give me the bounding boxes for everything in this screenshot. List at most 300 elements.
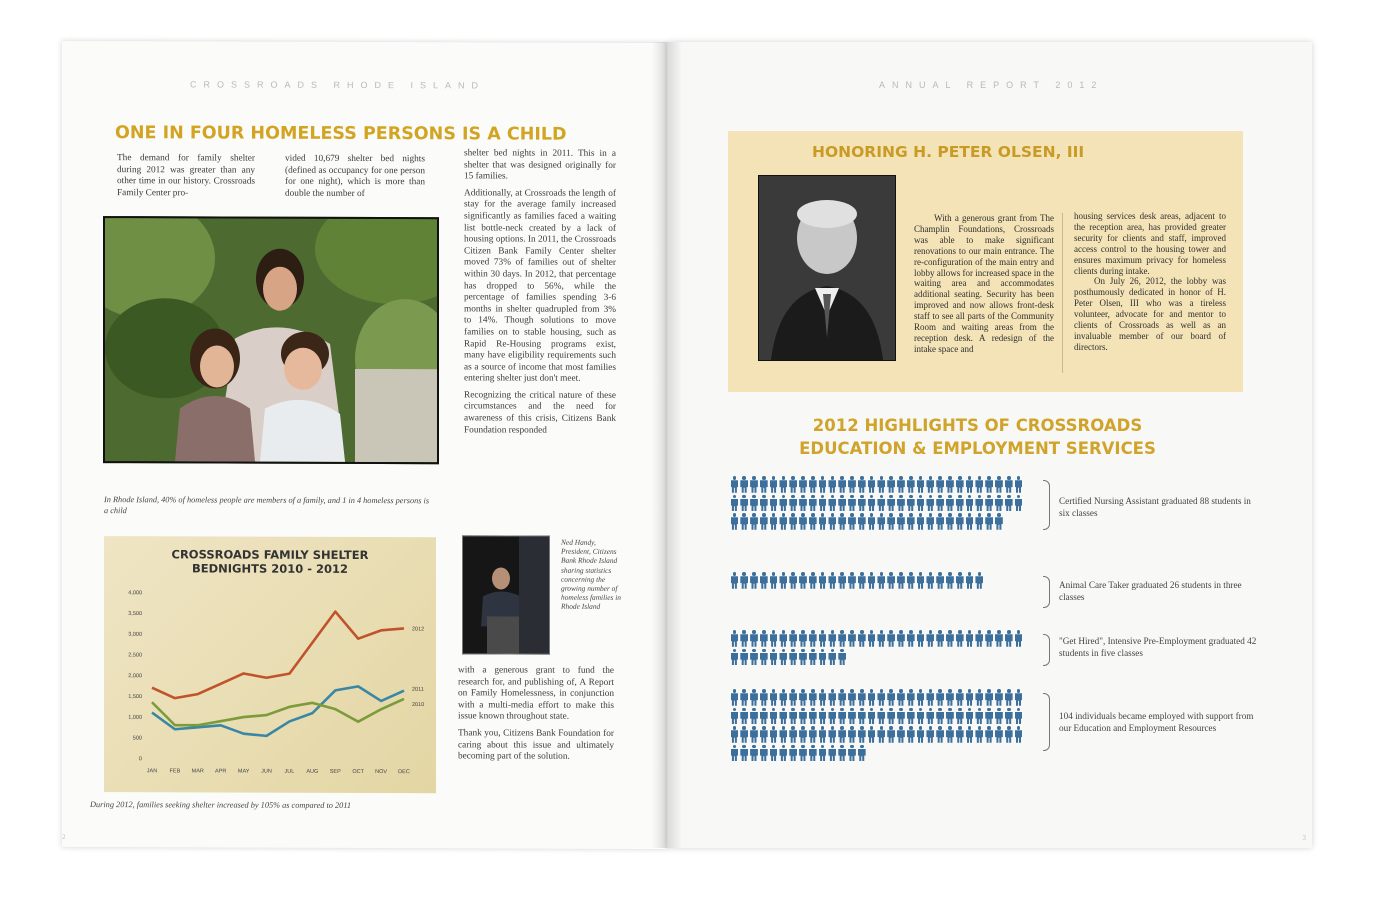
person-icon <box>828 708 837 725</box>
person-icon <box>867 513 876 530</box>
person-icon <box>985 708 994 725</box>
person-icon <box>857 495 866 512</box>
person-icon <box>867 726 876 743</box>
person-icon <box>1014 726 1023 743</box>
person-icon <box>808 513 817 530</box>
person-icon <box>818 745 827 762</box>
stat-brace <box>1043 693 1050 751</box>
person-icon <box>946 476 955 493</box>
series-label-2012: 2012 <box>412 626 425 633</box>
person-icon <box>779 513 788 530</box>
person-icon <box>867 708 876 725</box>
person-icon <box>985 726 994 743</box>
person-icon <box>926 513 935 530</box>
running-head-left: CROSSROADS RHODE ISLAND <box>190 79 486 91</box>
person-icon <box>848 495 857 512</box>
person-icon <box>877 513 886 530</box>
people-icon-row <box>730 572 984 589</box>
chart-title <box>104 548 436 576</box>
person-icon <box>818 708 827 725</box>
person-icon <box>740 476 749 493</box>
stat-brace <box>1043 480 1050 530</box>
person-icon <box>769 630 778 647</box>
person-icon <box>975 630 984 647</box>
person-icon <box>848 726 857 743</box>
person-icon <box>808 495 817 512</box>
person-icon <box>808 708 817 725</box>
right-page <box>667 42 1312 848</box>
person-icon <box>955 726 964 743</box>
shelter-bednights-chart <box>104 536 436 793</box>
person-icon <box>828 476 837 493</box>
highlights-headline-line-2: EDUCATION & EMPLOYMENT SERVICES <box>799 439 1156 458</box>
series-label-2011: 2011 <box>412 686 424 693</box>
person-icon <box>848 513 857 530</box>
person-icon <box>867 476 876 493</box>
person-icon <box>857 708 866 725</box>
x-tick-label: NOV <box>375 769 388 776</box>
person-icon <box>799 513 808 530</box>
people-icon-row <box>730 476 1023 493</box>
person-icon <box>750 649 759 666</box>
person-icon <box>906 726 915 743</box>
person-icon <box>808 630 817 647</box>
person-icon <box>838 513 847 530</box>
y-tick-label: 4,000 <box>128 590 142 597</box>
person-icon <box>848 572 857 589</box>
person-icon <box>965 726 974 743</box>
person-icon <box>897 726 906 743</box>
person-icon <box>1004 476 1013 493</box>
person-icon <box>759 630 768 647</box>
person-icon <box>1004 708 1013 725</box>
person-icon <box>926 708 935 725</box>
person-icon <box>887 476 896 493</box>
y-tick-label: 1,500 <box>128 693 142 700</box>
person-icon <box>995 513 1004 530</box>
series-line-2010 <box>152 698 404 726</box>
person-icon <box>759 513 768 530</box>
left-page <box>62 41 667 849</box>
col3-paragraph-3: Recognizing the critical nature of these circumstances and the need for awareness of this crisis, Citizens Bank Foundation responded <box>464 390 616 436</box>
person-icon <box>1004 689 1013 706</box>
stat-text: "Get Hired", Intensive Pre-Employment graduated 42 students in five classes <box>1059 636 1257 658</box>
person-icon <box>750 495 759 512</box>
person-icon <box>740 495 749 512</box>
chart-title-line-1: CROSSROADS FAMILY SHELTER <box>171 547 369 563</box>
person-icon <box>730 745 739 762</box>
person-icon <box>897 495 906 512</box>
person-icon <box>838 745 847 762</box>
person-icon <box>1004 630 1013 647</box>
person-icon <box>936 708 945 725</box>
person-icon <box>750 513 759 530</box>
person-icon <box>965 630 974 647</box>
family-photo <box>103 216 439 464</box>
person-icon <box>730 572 739 589</box>
person-icon <box>750 708 759 725</box>
person-icon <box>769 572 778 589</box>
person-icon <box>926 689 935 706</box>
person-icon <box>985 630 994 647</box>
book-gutter <box>652 42 682 848</box>
person-icon <box>965 708 974 725</box>
person-icon <box>759 649 768 666</box>
person-icon <box>857 726 866 743</box>
person-icon <box>916 726 925 743</box>
person-icon <box>936 689 945 706</box>
person-icon <box>769 745 778 762</box>
person-icon <box>828 745 837 762</box>
person-icon <box>936 572 945 589</box>
x-tick-label: JUL <box>284 768 295 775</box>
people-icon-row <box>730 689 1023 706</box>
person-icon <box>916 708 925 725</box>
person-icon <box>808 689 817 706</box>
person-icon <box>965 476 974 493</box>
person-icon <box>946 495 955 512</box>
person-icon <box>985 513 994 530</box>
person-icon <box>926 495 935 512</box>
person-icon <box>818 630 827 647</box>
person-icon <box>848 630 857 647</box>
person-icon <box>877 572 886 589</box>
person-icon <box>887 630 896 647</box>
people-icon-row <box>730 630 1023 647</box>
person-icon <box>740 726 749 743</box>
person-icon <box>838 476 847 493</box>
x-tick-label: AUG <box>306 768 319 775</box>
family-photo-image <box>105 218 437 462</box>
people-icon-row <box>730 745 866 762</box>
person-icon <box>946 513 955 530</box>
person-icon <box>779 572 788 589</box>
person-icon <box>916 630 925 647</box>
person-icon <box>759 689 768 706</box>
person-icon <box>887 708 896 725</box>
person-icon <box>955 513 964 530</box>
people-icon-row <box>730 513 1003 530</box>
person-icon <box>769 649 778 666</box>
person-icon <box>769 476 778 493</box>
person-icon <box>730 495 739 512</box>
person-icon <box>789 495 798 512</box>
person-icon <box>897 513 906 530</box>
person-icon <box>877 726 886 743</box>
person-icon <box>789 630 798 647</box>
honor-column-divider <box>1062 213 1063 373</box>
person-icon <box>955 495 964 512</box>
person-icon <box>808 726 817 743</box>
person-icon <box>750 476 759 493</box>
chart-title-line-2: BEDNIGHTS 2010 - 2012 <box>191 560 349 576</box>
person-icon <box>936 726 945 743</box>
body-column-3-continued <box>458 665 614 768</box>
person-icon <box>995 689 1004 706</box>
person-icon <box>1014 708 1023 725</box>
person-icon <box>936 630 945 647</box>
person-icon <box>848 708 857 725</box>
person-icon <box>759 495 768 512</box>
people-icon-row <box>730 649 847 666</box>
x-tick-label: DEC <box>398 769 410 776</box>
person-icon <box>897 689 906 706</box>
person-icon <box>740 745 749 762</box>
person-icon <box>730 630 739 647</box>
person-icon <box>789 572 798 589</box>
person-icon <box>1014 630 1023 647</box>
person-icon <box>1004 495 1013 512</box>
person-icon <box>1014 689 1023 706</box>
person-icon <box>838 630 847 647</box>
person-icon <box>769 495 778 512</box>
honor-text-2: housing services desk areas, adjacent to the reception area, has provided greater security for clients and staff, improved access control to the housing tower and ensures maximum privacy for homeless clients during intake. <box>1074 211 1226 276</box>
body-column-3 <box>464 148 616 442</box>
person-icon <box>906 495 915 512</box>
person-icon <box>906 708 915 725</box>
y-tick-label: 2,500 <box>128 652 142 659</box>
col3-paragraph-5: Thank you, Citizens Bank Foundation for caring about this issue and ultimately becoming part of the solution. <box>458 728 614 762</box>
person-icon <box>916 689 925 706</box>
col3-paragraph-4: with a generous grant to fund the research for, and publishing of, A Report on Family Homelessness, in conjunction with a multi-media effort to make this issue known throughout state. <box>458 665 614 723</box>
series-label-2010: 2010 <box>412 701 425 709</box>
person-icon <box>926 630 935 647</box>
person-icon <box>906 630 915 647</box>
y-tick-label: 0 <box>138 756 142 763</box>
person-icon <box>740 689 749 706</box>
person-icon <box>887 572 896 589</box>
y-tick-label: 3,500 <box>128 610 142 617</box>
person-icon <box>828 649 837 666</box>
person-icon <box>887 726 896 743</box>
person-icon <box>857 572 866 589</box>
person-icon <box>779 649 788 666</box>
person-icon <box>799 649 808 666</box>
person-icon <box>995 495 1004 512</box>
person-icon <box>740 630 749 647</box>
page-number-right: 3 <box>1302 834 1306 842</box>
person-icon <box>789 649 798 666</box>
stat-brace <box>1043 634 1050 666</box>
person-icon <box>789 726 798 743</box>
person-icon <box>1014 495 1023 512</box>
person-icon <box>975 689 984 706</box>
person-icon <box>750 689 759 706</box>
person-icon <box>975 513 984 530</box>
person-icon <box>779 745 788 762</box>
person-icon <box>769 689 778 706</box>
person-icon <box>750 745 759 762</box>
person-icon <box>946 708 955 725</box>
person-icon <box>818 689 827 706</box>
speaker-photo-image <box>463 536 549 653</box>
person-icon <box>877 689 886 706</box>
person-icon <box>769 708 778 725</box>
person-icon <box>1014 476 1023 493</box>
person-icon <box>789 689 798 706</box>
person-icon <box>897 630 906 647</box>
person-icon <box>789 476 798 493</box>
x-tick-label: FEB <box>169 768 181 775</box>
person-icon <box>887 495 896 512</box>
person-icon <box>818 513 827 530</box>
person-icon <box>877 495 886 512</box>
person-icon <box>857 745 866 762</box>
person-icon <box>985 495 994 512</box>
person-icon <box>877 630 886 647</box>
speaker-photo <box>462 535 550 654</box>
person-icon <box>730 513 739 530</box>
person-icon <box>897 572 906 589</box>
person-icon <box>799 708 808 725</box>
person-icon <box>779 689 788 706</box>
chart-caption: During 2012, families seeking shelter increased by 105% as compared to 2011 <box>90 800 352 810</box>
running-head-right: ANNUAL REPORT 2012 <box>879 80 1104 90</box>
person-icon <box>779 708 788 725</box>
highlights-headline-line-1: 2012 HIGHLIGHTS OF CROSSROADS <box>812 416 1143 435</box>
person-icon <box>926 572 935 589</box>
honor-box <box>728 131 1243 392</box>
person-icon <box>906 572 915 589</box>
person-icon <box>897 476 906 493</box>
person-icon <box>828 495 837 512</box>
y-tick-label: 2,000 <box>128 673 142 680</box>
y-tick-label: 3,000 <box>128 631 142 638</box>
honor-column-1 <box>914 213 1054 355</box>
person-icon <box>867 495 876 512</box>
person-icon <box>897 708 906 725</box>
person-icon <box>965 572 974 589</box>
person-icon <box>799 476 808 493</box>
person-icon <box>799 495 808 512</box>
person-icon <box>818 649 827 666</box>
person-icon <box>887 689 896 706</box>
person-icon <box>916 476 925 493</box>
olsen-portrait <box>758 175 896 361</box>
stat-text: 104 individuals became employed with support from our Education and Employment Resources <box>1059 711 1254 733</box>
people-icon-row <box>730 495 1023 512</box>
person-icon <box>946 572 955 589</box>
person-icon <box>857 476 866 493</box>
person-icon <box>946 630 955 647</box>
person-icon <box>759 726 768 743</box>
people-icon-row <box>730 708 1023 725</box>
page-number-left: 2 <box>62 832 66 841</box>
person-icon <box>838 495 847 512</box>
person-icon <box>906 689 915 706</box>
person-icon <box>740 513 749 530</box>
person-icon <box>906 513 915 530</box>
person-icon <box>867 689 876 706</box>
honor-text-3: On July 26, 2012, the lobby was posthumously dedicated in honor of H. Peter Olsen, III who was a tireless volunteer, advocate for and mentor to clients of Crossroads as well as an invaluable member of our board of directors. <box>1074 276 1226 352</box>
person-icon <box>730 726 739 743</box>
person-icon <box>730 649 739 666</box>
intro-column-1 <box>117 153 255 205</box>
x-tick-label: MAR <box>191 768 204 775</box>
person-icon <box>975 495 984 512</box>
person-icon <box>779 726 788 743</box>
person-icon <box>995 708 1004 725</box>
person-icon <box>799 572 808 589</box>
person-icon <box>975 572 984 589</box>
y-tick-label: 500 <box>132 735 142 742</box>
person-icon <box>799 630 808 647</box>
intro-text-2: vided 10,679 shelter bed nights (defined as occupancy for one person for one night), which is more than double the number of <box>285 153 425 199</box>
headline-homeless-child: ONE IN FOUR HOMELESS PERSONS IS A CHILD <box>115 123 567 145</box>
person-icon <box>975 726 984 743</box>
person-icon <box>799 689 808 706</box>
person-icon <box>818 476 827 493</box>
person-icon <box>926 476 935 493</box>
person-icon <box>985 689 994 706</box>
person-icon <box>828 630 837 647</box>
person-icon <box>828 572 837 589</box>
x-tick-label: MAY <box>237 768 250 775</box>
person-icon <box>965 495 974 512</box>
person-icon <box>867 572 876 589</box>
honor-text-1: With a generous grant from The Champlin Foundations, Crossroads was able to make significant renovations to our main entrance. The re-configuration of the main entry and lobby allows for increased space in the waiting area and accommodates additional seating. Security has been improved and now allows front-desk staff to see all parts of the Community Room and waiting areas from the reception desk. A redesign of the intake space and <box>914 213 1054 354</box>
speaker-caption: Ned Handy, President, Citizens Bank Rhode Island sharing statistics concerning the growing number of homeless families in Rhode Island <box>561 537 621 612</box>
person-icon <box>740 649 749 666</box>
person-icon <box>848 745 857 762</box>
person-icon <box>936 495 945 512</box>
person-icon <box>838 708 847 725</box>
person-icon <box>936 513 945 530</box>
person-icon <box>799 726 808 743</box>
x-tick-label: APR <box>215 768 227 775</box>
person-icon <box>759 708 768 725</box>
person-icon <box>857 689 866 706</box>
person-icon <box>995 726 1004 743</box>
intro-column-2 <box>285 154 425 206</box>
y-tick-label: 1,000 <box>128 714 142 721</box>
person-icon <box>828 513 837 530</box>
stat-text: Animal Care Taker graduated 26 students in three classes <box>1059 580 1242 602</box>
intro-text-1: The demand for family shelter during 2012 was greater than any other time in our history. Crossroads Family Center pro- <box>117 153 255 199</box>
x-tick-label: SEP <box>329 768 341 775</box>
person-icon <box>887 513 896 530</box>
person-icon <box>877 476 886 493</box>
person-icon <box>857 630 866 647</box>
person-icon <box>848 689 857 706</box>
person-icon <box>985 476 994 493</box>
person-icon <box>906 476 915 493</box>
person-icon <box>838 726 847 743</box>
person-icon <box>769 726 778 743</box>
person-icon <box>965 689 974 706</box>
person-icon <box>955 689 964 706</box>
person-icon <box>916 572 925 589</box>
person-icon <box>916 495 925 512</box>
person-icon <box>789 745 798 762</box>
person-icon <box>936 476 945 493</box>
person-icon <box>828 726 837 743</box>
stat-brace <box>1043 576 1050 608</box>
person-icon <box>848 476 857 493</box>
person-icon <box>955 708 964 725</box>
person-icon <box>789 708 798 725</box>
person-icon <box>818 726 827 743</box>
person-icon <box>769 513 778 530</box>
col3-paragraph-2: Additionally, at Crossroads the length of stay for the average family increased significantly as families faced a waiting list bottle-neck created by a lack of housing options. In 2011, the Crossroads Citizen Bank Family Center shelter moved 73% of families out of shelter within 30 days. In 2012, that percentage has dropped to 56%, while the percentage of families spending 3-6 months in shelter quadrupled from 3% to 14%. Though solutions to move families on to stable housing, such as Rapid Re-Housing programs exist, many have eligibility requirements such as a source of income that most families entering shelter just don't meet. <box>464 188 616 385</box>
person-icon <box>975 476 984 493</box>
person-icon <box>730 689 739 706</box>
series-line-2012 <box>152 611 404 699</box>
person-icon <box>818 572 827 589</box>
person-icon <box>808 572 817 589</box>
person-icon <box>730 476 739 493</box>
person-icon <box>955 572 964 589</box>
